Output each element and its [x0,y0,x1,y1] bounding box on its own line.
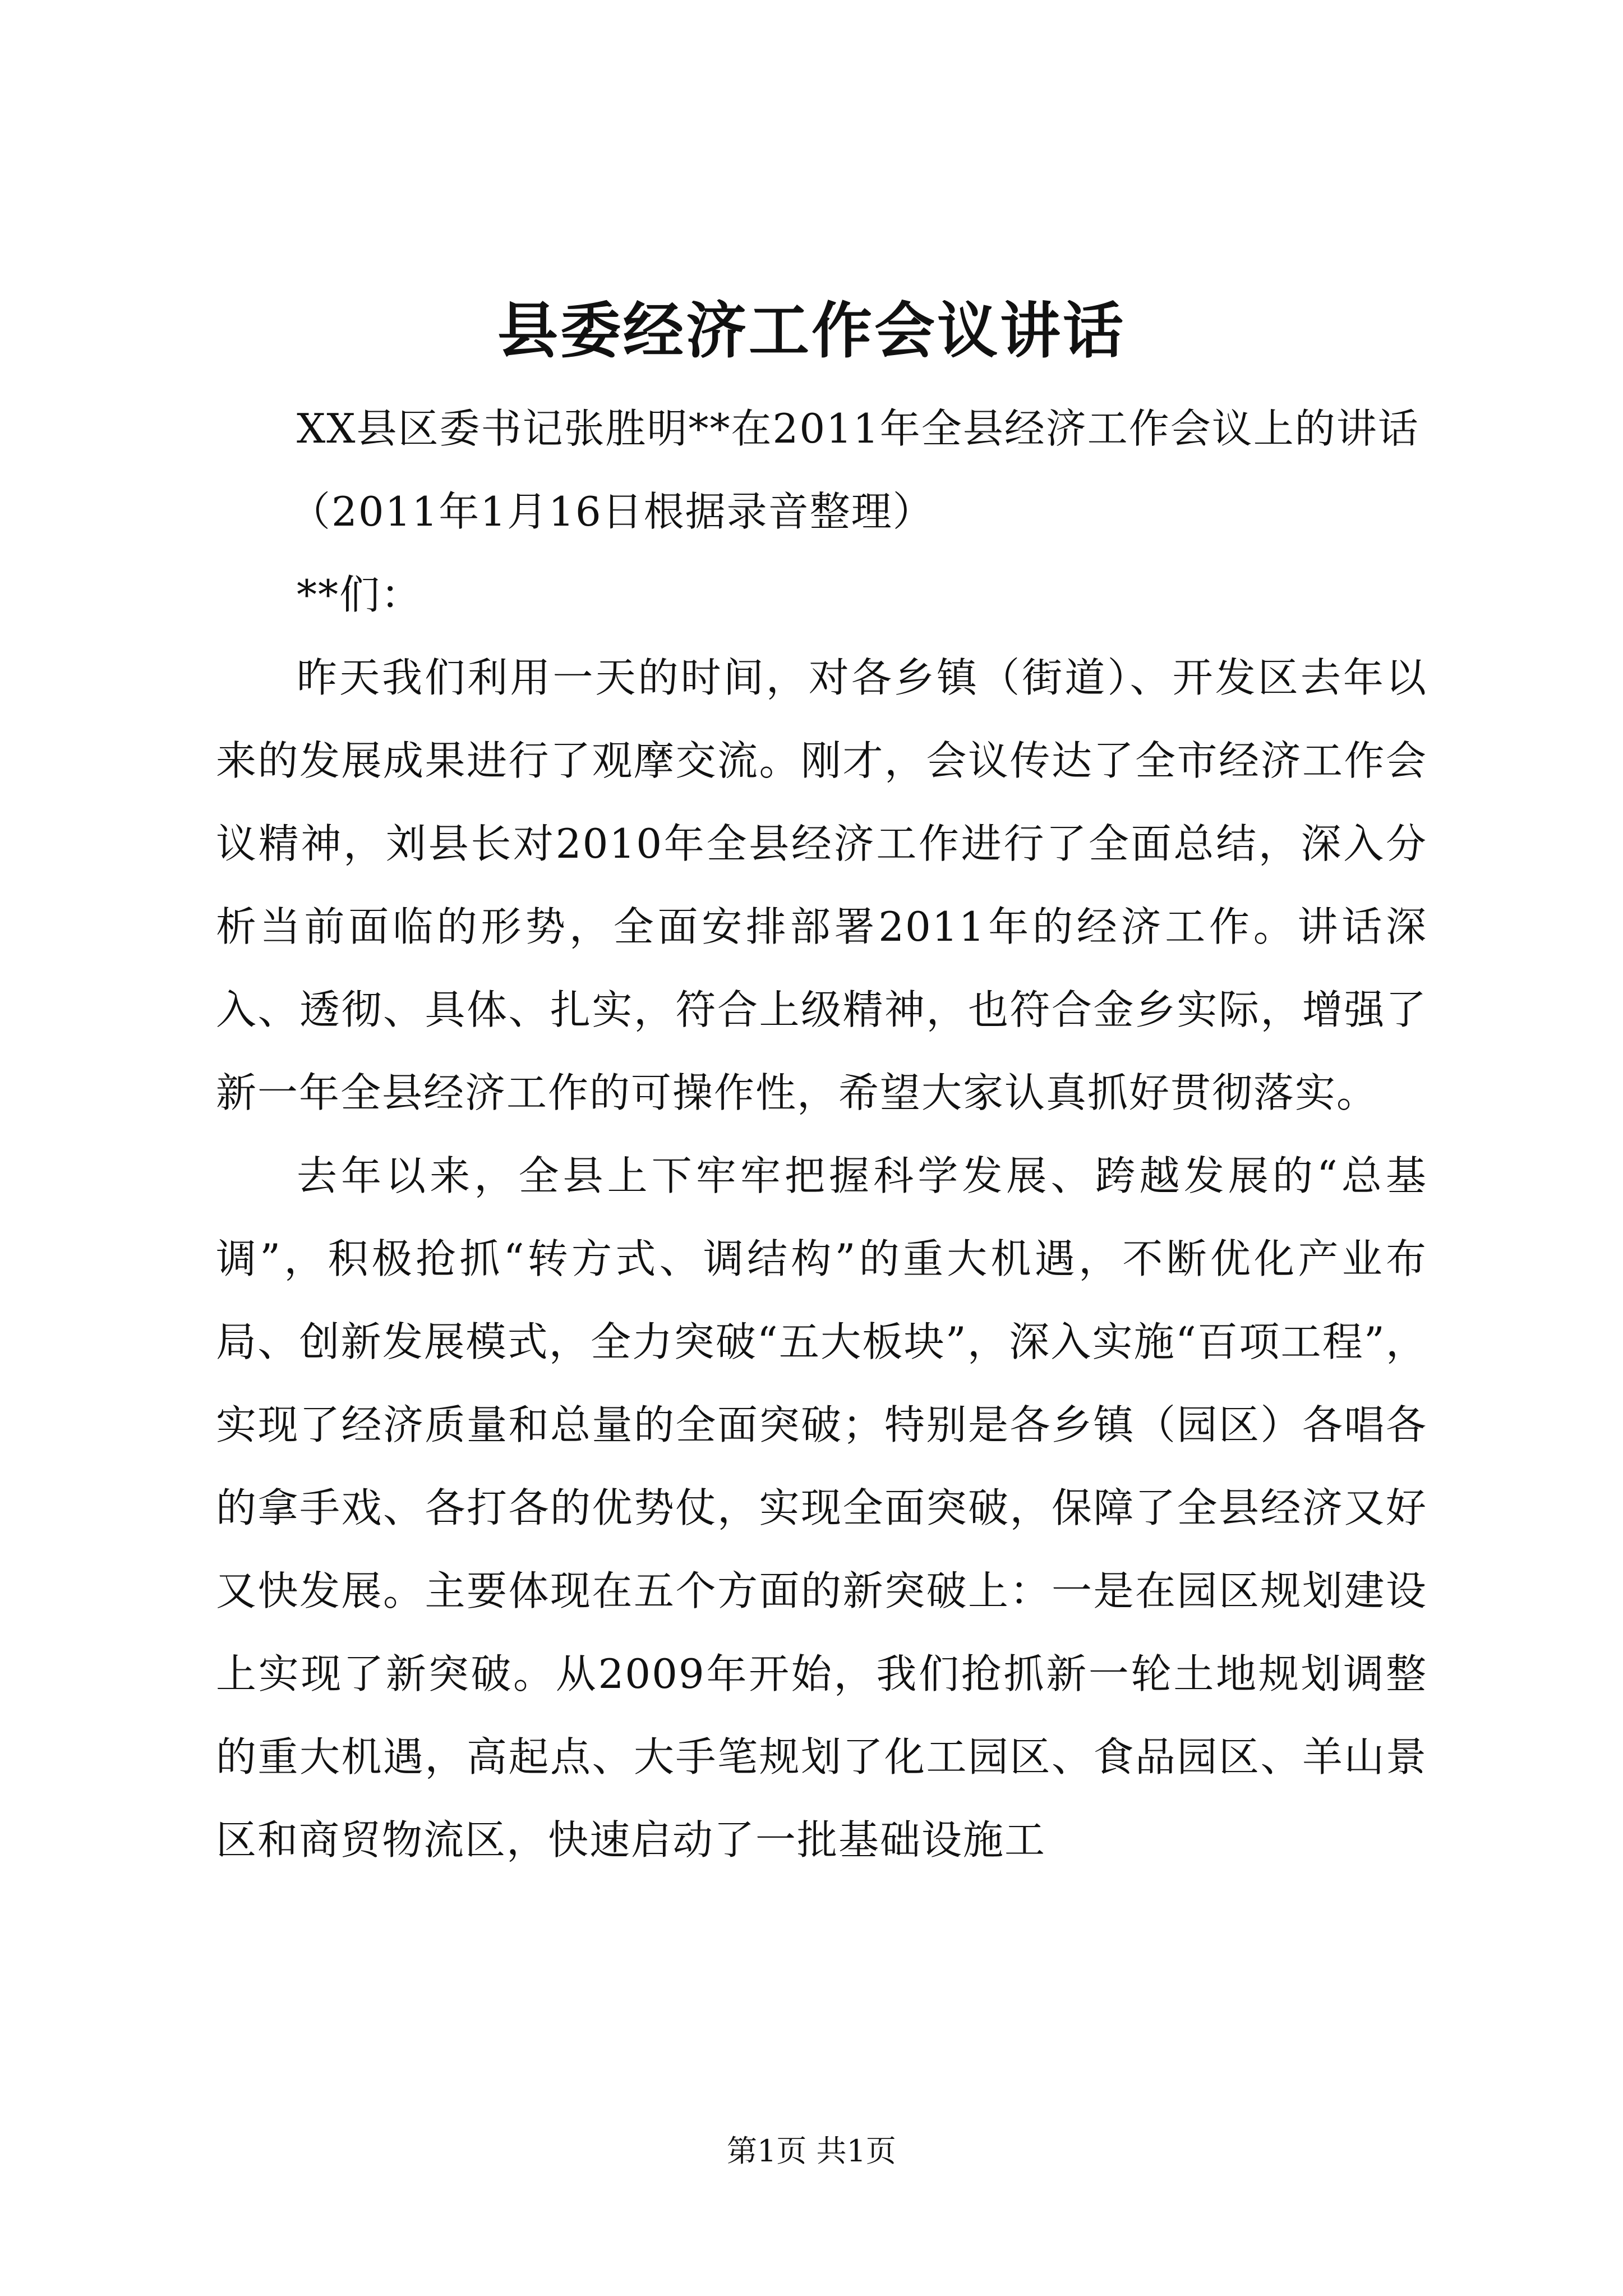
document-title: 县委经济工作会议讲话 [497,296,1126,366]
page-number-footer: 第1页 共1页 [727,2133,896,2169]
speaker-line: XX县区委书记张胜明**在2011年全县经济工作会议上的讲话 [297,405,1419,452]
body-paragraph: 昨天我们利用一天的时间，对各乡镇（街道）、开发区去年以来的发展成果进行了观摩交流。刚才，会议传达了全市经济工作会议精神，刘县长对2010年全县经济工作进行了全面总结，深入分析当前面临的形势，全面安排部署2011年的经济工作。讲话深入、透彻、具体、扎实，符合上级精神，也符合金乡实际，增强了新一年全县经济工作的可操作性，希望大家认真抓好贯彻落实。 [216,654,1427,1116]
salutation: **们： [297,571,423,618]
recording-date-note: （2011年1月16日根据录音整理） [290,488,934,535]
document-body [216,387,1427,1881]
body-paragraph: 去年以来，全县上下牢牢把握科学发展、跨越发展的“总基调”，积极抢抓“转方式、调结构”的重大机遇，不断优化产业布局、创新发展模式，全力突破“五大板块”，深入实施“百项工程”，实现了经济质量和总量的全面突破；特别是各乡镇（园区）各唱各的拿手戏、各打各的优势仗，实现全面突破，保障了全县经济又好又快发展。主要体现在五个方面的新突破上：一是在园区规划建设上实现了新突破。从2009年开始，我们抢抓新一轮土地规划调整的重大机遇，高起点、大手笔规划了化工园区、食品园区、羊山景区和商贸物流区，快速启动了一批基础设施工 [216,1152,1427,1864]
